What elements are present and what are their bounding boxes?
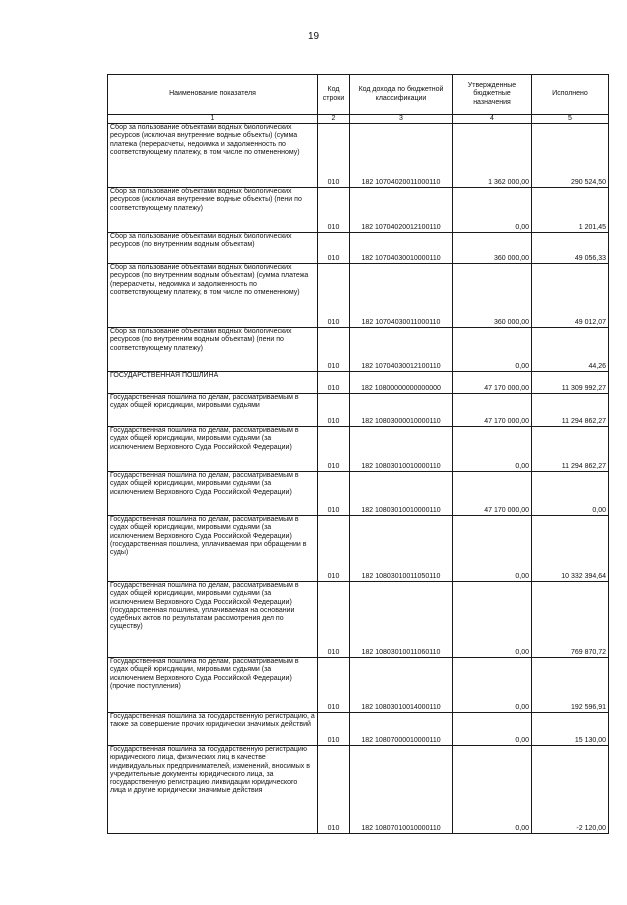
table-header-row	[108, 75, 609, 115]
row-name: Сбор за пользование объектами водных биологических ресурсов (по внутренним водным объектам) (сумма платежа (перерасчеты, недоимка и задолженность по соответствующему платежу, в том числе по отмененному)	[108, 264, 318, 328]
row-approved: 360 000,00	[453, 264, 532, 328]
table-row	[108, 124, 609, 188]
row-name: Государственная пошлина по делам, рассматриваемым в судах общей юрисдикции, мировыми судьями (за исключением Верховного Суда Российской Федерации) (государственная пошлина, уплачиваемая на основании судебных актов по результатам рассмотрения дел по существу)	[108, 582, 318, 658]
row-approved: 1 362 000,00	[453, 124, 532, 188]
row-approved: 47 170 000,00	[453, 472, 532, 516]
column-number: 1	[108, 115, 318, 124]
row-budget-code: 182 10803010010000110	[350, 472, 453, 516]
row-executed: 10 332 394,64	[532, 516, 609, 582]
page-number: 19	[307, 31, 320, 42]
row-name: Государственная пошлина по делам, рассматриваемым в судах общей юрисдикции, мировыми судьями (за исключением Верховного Суда Российской Федерации)	[108, 472, 318, 516]
row-approved: 0,00	[453, 713, 532, 746]
row-budget-code: 182 10704020011000110	[350, 124, 453, 188]
row-executed: 49 056,33	[532, 233, 609, 264]
row-line-code: 010	[318, 264, 350, 328]
table-row	[108, 372, 609, 394]
row-line-code: 010	[318, 124, 350, 188]
table-row	[108, 582, 609, 658]
row-budget-code: 182 10807010010000110	[350, 746, 453, 834]
row-name: Государственная пошлина за государственную регистрацию юридического лица, физических лиц в качестве индивидуальных предпринимателей, изменений, вносимых в учредительные документы юридического лица, за государственную регистрацию ликвидации юридического лица и другие юридически значимые действия	[108, 746, 318, 834]
row-approved: 0,00	[453, 188, 532, 233]
row-name: Государственная пошлина по делам, рассматриваемым в судах общей юрисдикции, мировыми судьями	[108, 394, 318, 427]
row-line-code: 010	[318, 516, 350, 582]
column-number: 2	[318, 115, 350, 124]
row-approved: 0,00	[453, 427, 532, 472]
row-budget-code: 182 10704020012100110	[350, 188, 453, 233]
row-line-code: 010	[318, 582, 350, 658]
row-executed: 290 524,50	[532, 124, 609, 188]
header-name: Наименование показателя	[108, 75, 318, 115]
row-budget-code: 182 10803000010000110	[350, 394, 453, 427]
row-budget-code: 182 10803010011060110	[350, 582, 453, 658]
column-number: 3	[350, 115, 453, 124]
row-executed: 11 294 862,27	[532, 427, 609, 472]
row-line-code: 010	[318, 472, 350, 516]
row-name: Государственная пошлина по делам, рассматриваемым в судах общей юрисдикции, мировыми судьями (за исключением Верховного Суда Российской Федерации) (государственная пошлина, уплачиваемая при обращении в суды)	[108, 516, 318, 582]
header-line-code: Код строки	[318, 75, 350, 115]
row-approved: 47 170 000,00	[453, 394, 532, 427]
row-budget-code: 182 10803010011050110	[350, 516, 453, 582]
column-number-row	[108, 115, 609, 124]
header-executed: Исполнено	[532, 75, 609, 115]
row-budget-code: 182 10800000000000000	[350, 372, 453, 394]
row-budget-code: 182 10807000010000110	[350, 713, 453, 746]
table-row	[108, 658, 609, 713]
row-executed: 49 012,07	[532, 264, 609, 328]
row-name: Государственная пошлина по делам, рассматриваемым в судах общей юрисдикции, мировыми судьями (за исключением Верховного Суда Российской Федерации)	[108, 427, 318, 472]
header-budget-code: Код дохода по бюджетной классификации	[350, 75, 453, 115]
row-executed: 1 201,45	[532, 188, 609, 233]
budget-report-table	[107, 74, 609, 834]
row-budget-code: 182 10803010010000110	[350, 427, 453, 472]
row-name: Сбор за пользование объектами водных биологических ресурсов (исключая внутренние водные объекты) (сумма платежа (перерасчеты, недоимка и задолженность по соответствующему платежу, в том числе по отмененному)	[108, 124, 318, 188]
table-row	[108, 188, 609, 233]
row-executed: 192 596,91	[532, 658, 609, 713]
row-budget-code: 182 10704030011000110	[350, 264, 453, 328]
row-executed: 44,26	[532, 328, 609, 372]
table-row	[108, 746, 609, 834]
row-executed: 0,00	[532, 472, 609, 516]
row-line-code: 010	[318, 372, 350, 394]
row-line-code: 010	[318, 713, 350, 746]
row-approved: 0,00	[453, 328, 532, 372]
row-line-code: 010	[318, 233, 350, 264]
row-approved: 47 170 000,00	[453, 372, 532, 394]
row-executed: 769 870,72	[532, 582, 609, 658]
row-line-code: 010	[318, 427, 350, 472]
row-budget-code: 182 10704030012100110	[350, 328, 453, 372]
row-approved: 0,00	[453, 658, 532, 713]
table-row	[108, 394, 609, 427]
row-name: ГОСУДАРСТВЕННАЯ ПОШЛИНА	[108, 372, 318, 394]
row-approved: 0,00	[453, 516, 532, 582]
row-line-code: 010	[318, 188, 350, 233]
header-approved: Утвержденные бюджетные назначения	[453, 75, 532, 115]
table-row	[108, 713, 609, 746]
row-approved: 0,00	[453, 746, 532, 834]
table-row	[108, 516, 609, 582]
row-line-code: 010	[318, 746, 350, 834]
table-row	[108, 264, 609, 328]
column-number: 5	[532, 115, 609, 124]
row-budget-code: 182 10803010014000110	[350, 658, 453, 713]
row-line-code: 010	[318, 394, 350, 427]
row-approved: 360 000,00	[453, 233, 532, 264]
row-approved: 0,00	[453, 582, 532, 658]
row-line-code: 010	[318, 658, 350, 713]
row-name: Сбор за пользование объектами водных биологических ресурсов (по внутренним водным объектам)	[108, 233, 318, 264]
table-row	[108, 427, 609, 472]
table-row	[108, 472, 609, 516]
row-executed: 11 294 862,27	[532, 394, 609, 427]
row-line-code: 010	[318, 328, 350, 372]
table-row	[108, 233, 609, 264]
row-executed: 11 309 992,27	[532, 372, 609, 394]
row-name: Сбор за пользование объектами водных биологических ресурсов (по внутренним водным объектам) (пени по соответствующему платежу)	[108, 328, 318, 372]
row-executed: -2 120,00	[532, 746, 609, 834]
row-executed: 15 130,00	[532, 713, 609, 746]
row-budget-code: 182 10704030010000110	[350, 233, 453, 264]
row-name: Государственная пошлина за государственную регистрацию, а также за совершение прочих юридически значимых действий	[108, 713, 318, 746]
column-number: 4	[453, 115, 532, 124]
row-name: Государственная пошлина по делам, рассматриваемым в судах общей юрисдикции, мировыми судьями (за исключением Верховного Суда Российской Федерации) (прочие поступления)	[108, 658, 318, 713]
table-row	[108, 328, 609, 372]
row-name: Сбор за пользование объектами водных биологических ресурсов (исключая внутренние водные объекты) (пени по соответствующему платежу)	[108, 188, 318, 233]
